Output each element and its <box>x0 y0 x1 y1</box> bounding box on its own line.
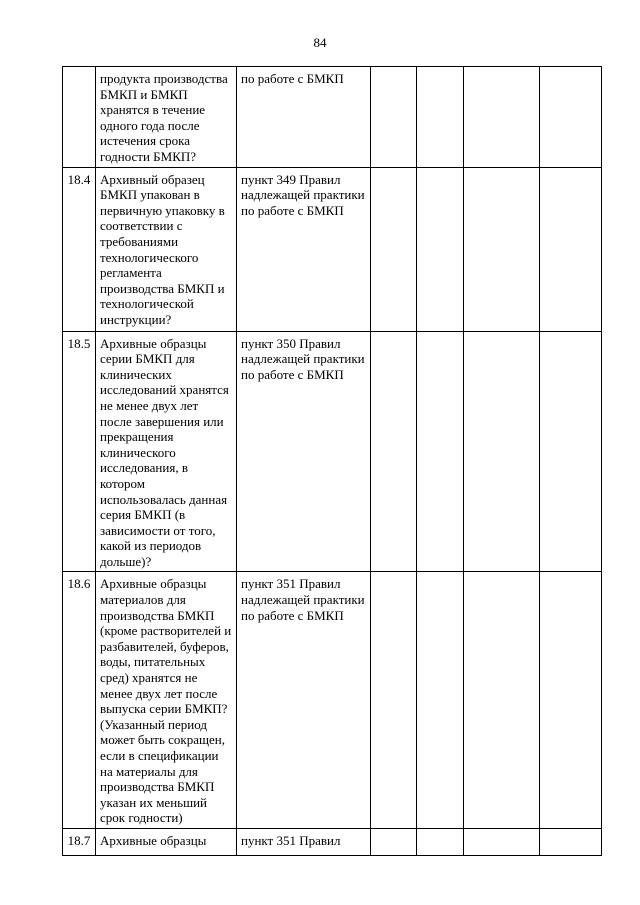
answer-cell-na[interactable] <box>464 67 540 168</box>
checklist-table <box>62 66 602 856</box>
comment-cell[interactable] <box>540 331 602 572</box>
answer-cell-na[interactable] <box>464 331 540 572</box>
answer-cell-no[interactable] <box>417 828 464 855</box>
item-number: 18.4 <box>63 167 96 331</box>
answer-cell-no[interactable] <box>417 67 464 168</box>
table-row <box>63 331 602 572</box>
answer-cell-no[interactable] <box>417 331 464 572</box>
answer-cell-yes[interactable] <box>371 331 417 572</box>
item-number: 18.6 <box>63 572 96 829</box>
comment-cell[interactable] <box>540 828 602 855</box>
reference-text: пункт 351 Правил <box>237 828 371 855</box>
question-text: Архивные образцы <box>96 828 237 855</box>
table-row <box>63 67 602 168</box>
comment-cell[interactable] <box>540 67 602 168</box>
answer-cell-no[interactable] <box>417 572 464 829</box>
item-number: 18.5 <box>63 331 96 572</box>
question-text: Архивные образцы серии БМКП для клинических исследований хранятся не менее двух лет после завершения или прекращения клинического исследования, в котором использовалась данная серия БМКП (в зависимости от того, какой из периодов дольше)? <box>96 331 237 572</box>
reference-text: пункт 351 Правил надлежащей практики по работе с БМКП <box>237 572 371 829</box>
question-text: продукта производства БМКП и БМКП хранятся в течение одного года после истечения срока годности БМКП? <box>96 67 237 168</box>
answer-cell-na[interactable] <box>464 828 540 855</box>
answer-cell-yes[interactable] <box>371 67 417 168</box>
answer-cell-yes[interactable] <box>371 572 417 829</box>
comment-cell[interactable] <box>540 572 602 829</box>
answer-cell-no[interactable] <box>417 167 464 331</box>
answer-cell-yes[interactable] <box>371 828 417 855</box>
reference-text: по работе с БМКП <box>237 67 371 168</box>
comment-cell[interactable] <box>540 167 602 331</box>
item-number: 18.7 <box>63 828 96 855</box>
question-text: Архивный образец БМКП упакован в первичную упаковку в соответствии с требованиями технологического регламента производства БМКП и технологической инструкции? <box>96 167 237 331</box>
answer-cell-na[interactable] <box>464 572 540 829</box>
question-text: Архивные образцы материалов для производства БМКП (кроме растворителей и разбавителей, буферов, воды, питательных сред) хранятся не менее двух лет после выпуска серии БМКП? (Указанный период может быть сокращен, если в спецификации на материалы для производства БМКП указан их меньший срок годности) <box>96 572 237 829</box>
answer-cell-na[interactable] <box>464 167 540 331</box>
page-number: 84 <box>313 35 327 50</box>
answer-cell-yes[interactable] <box>371 167 417 331</box>
reference-text: пункт 349 Правил надлежащей практики по работе с БМКП <box>237 167 371 331</box>
item-number <box>63 67 96 168</box>
reference-text: пункт 350 Правил надлежащей практики по работе с БМКП <box>237 331 371 572</box>
table-row <box>63 828 602 855</box>
table-row <box>63 167 602 331</box>
table-row <box>63 572 602 829</box>
